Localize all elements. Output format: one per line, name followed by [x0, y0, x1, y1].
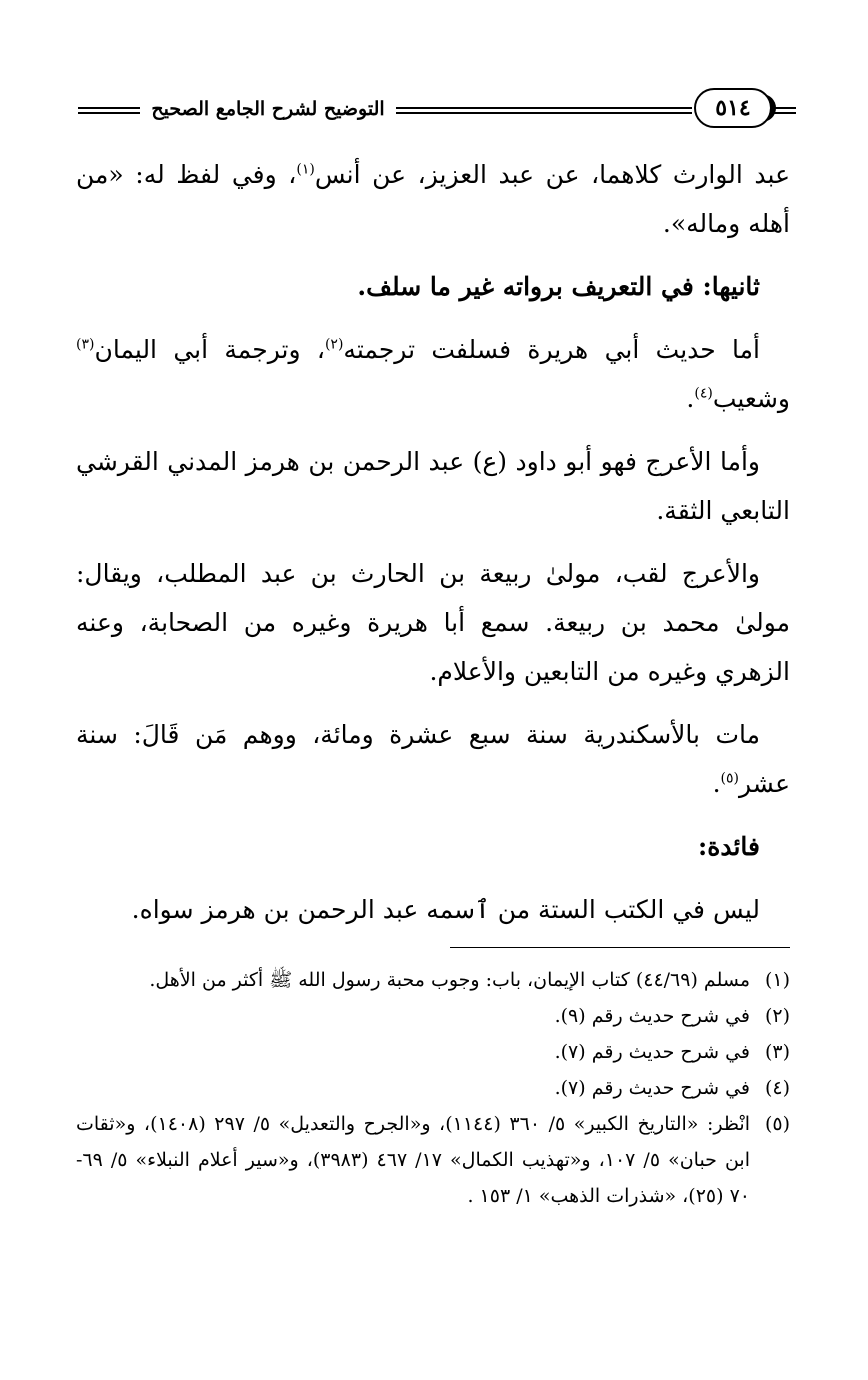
header-rule-right: [770, 107, 796, 114]
paragraph-laqab: والأعرج لقب، مولىٰ ربيعة بن الحارث بن عبد المطلب، ويقال: مولىٰ محمد بن ربيعة. سمع أبا هريرة وغيره من الصحابة، وعنه الزهري وغيره من التابعين والأعلام.: [76, 559, 790, 686]
paragraph-death: مات بالأسكندرية سنة سبع عشرة ومائة، ووهم مَن قَالَ: سنة عشر$^{(٥)}$.: [76, 720, 790, 798]
paragraph-benefit: ليس في الكتب الستة من ٱسمه عبد الرحمن بن هرمز سواه.: [131, 895, 760, 924]
footnote-number: (١): [764, 969, 790, 991]
footnote-number: (٣): [764, 1041, 790, 1063]
footnote-text: في شرح حديث رقم (٧).: [554, 1077, 750, 1099]
page-number: ٥١٤: [694, 88, 772, 128]
footnote-ref: (٣): [76, 336, 95, 353]
footnote-ref: (٥): [720, 770, 739, 787]
footnote: [76, 1034, 790, 1070]
footnote-text: مسلم (٤٤/٦٩) كتاب الإيمان، باب: وجوب محبة رسول الله ﷺ أكثر من الأهل.: [149, 969, 750, 991]
footnote-text: انْظر: «التاريخ الكبير» ٥/ ٣٦٠ (١١٤٤)، و«الجرح والتعديل» ٥/ ٢٩٧ (١٤٠٨)، و«ثقات ابن حبان» ٥/ ١٠٧، و«تهذيب الكمال» ١٧/ ٤٦٧ (٣٩٨٣)، و«سير أعلام النبلاء» ٥/ ٦٩- ٧٠ (٢٥)، «شذرات الذهب» ١/ ١٥٣ .: [76, 1113, 750, 1207]
paragraph-araj: وأما الأعرج فهو أبو داود (ع) عبد الرحمن بن هرمز المدني القرشي التابعي الثقة.: [76, 447, 790, 525]
benefit-heading: فائدة:: [698, 832, 760, 861]
main-text: [76, 150, 790, 948]
footnote-number: (٥): [764, 1113, 790, 1135]
footnote-number: (٢): [764, 1005, 790, 1027]
footnote-number: (٤): [764, 1077, 790, 1099]
footnote-ref: (٤): [694, 385, 713, 402]
running-title: التوضيح لشرح الجامع الصحيح: [151, 98, 385, 120]
footnote-ref: (١): [296, 161, 315, 178]
footnote-ref: (٢): [324, 336, 344, 353]
header-rule-left: [78, 107, 140, 114]
footnotes: [76, 962, 790, 1214]
header-rule-middle: [396, 107, 692, 114]
page-header: [78, 88, 796, 134]
footnote-separator: [450, 947, 790, 948]
footnote-text: في شرح حديث رقم (٧).: [554, 1041, 750, 1063]
footnote: [76, 1106, 790, 1214]
footnote: [76, 998, 790, 1034]
section-heading-second: ثانيها: في التعريف برواته غير ما سلف.: [357, 272, 760, 301]
paragraph-continuation: عبد الوارث كلاهما، عن عبد العزيز، عن أنس$^{(١)}$، وفي لفظ له: «من أهله وماله».: [76, 160, 790, 238]
paragraph-narrators: أما حديث أبي هريرة فسلفت ترجمته$^{(٢)}$، وترجمة أبي اليمان$^{(٣)}$ وشعيب$^{(٤)}$.: [76, 335, 790, 413]
footnote: [76, 1070, 790, 1106]
footnote-text: في شرح حديث رقم (٩).: [554, 1005, 750, 1027]
footnote: [76, 962, 790, 998]
